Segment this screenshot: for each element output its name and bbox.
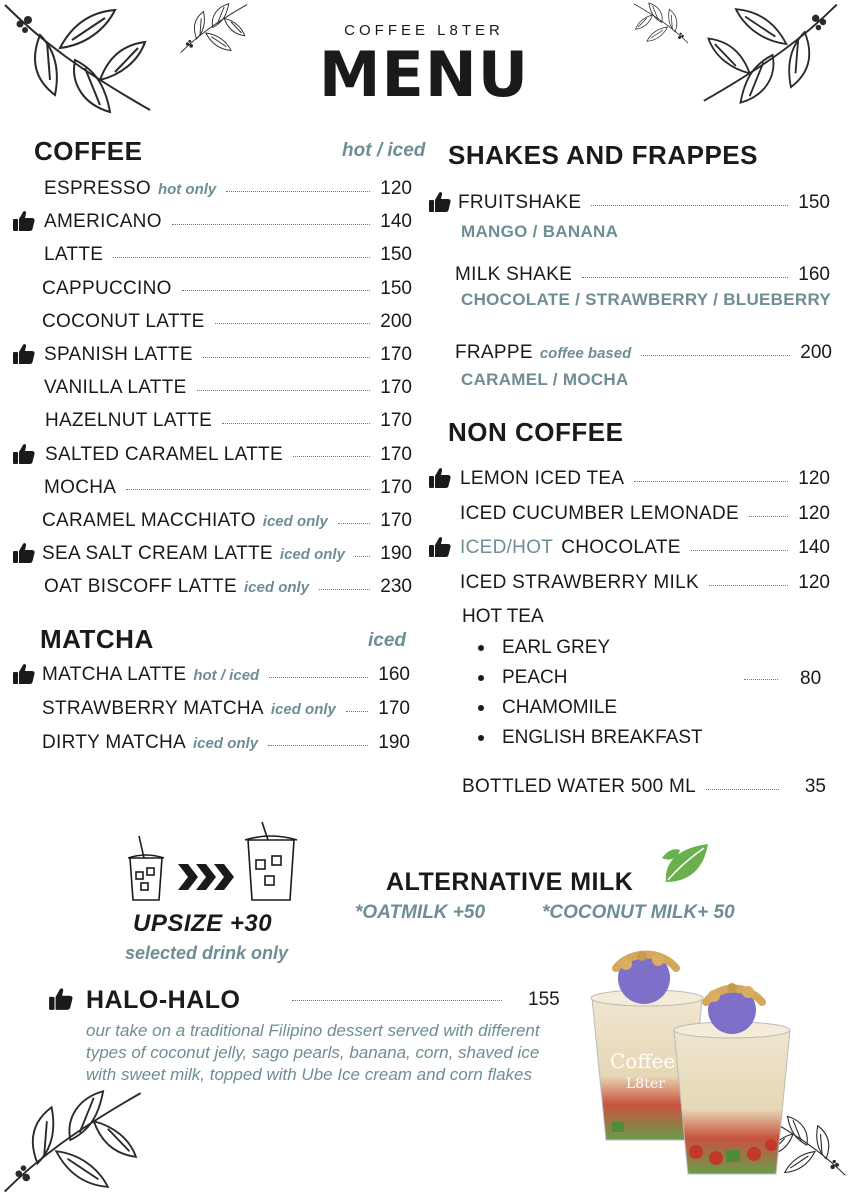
hot-tea-title: HOT TEA <box>462 606 544 627</box>
menu-title: MENU <box>318 38 530 111</box>
dotted-leader <box>641 355 790 356</box>
item-name: SEA SALT CREAM LATTE <box>42 543 273 565</box>
item-price: 170 <box>380 476 412 498</box>
item-price: 170 <box>380 443 412 465</box>
menu-item <box>44 242 412 268</box>
menu-item-frappe <box>455 340 832 366</box>
dotted-leader <box>346 711 368 712</box>
menu-item <box>44 475 412 501</box>
coffee-section-title: COFFEE <box>34 136 143 166</box>
cup-brand-subtext: L8ter <box>626 1076 665 1092</box>
hot-tea-option <box>478 693 703 723</box>
item-name: BOTTLED WATER 500 ML <box>462 776 697 797</box>
dotted-leader <box>182 290 371 291</box>
item-note: iced only <box>193 734 259 752</box>
item-price: 160 <box>378 664 410 685</box>
item-name: LEMON ICED TEA <box>460 468 625 489</box>
menu-item <box>44 574 412 600</box>
item-price: 200 <box>380 310 412 332</box>
item-note: hot only <box>157 180 217 198</box>
item-name: CHOCOLATE <box>561 537 681 558</box>
thumbs-up-icon <box>428 535 452 559</box>
thumbs-up-icon <box>428 466 452 490</box>
item-name: OAT BISCOFF LATTE <box>44 576 238 598</box>
item-name: MILK SHAKE <box>455 264 573 285</box>
dotted-leader <box>269 677 368 678</box>
menu-item <box>45 442 412 468</box>
dotted-leader <box>691 550 789 551</box>
option-label: CHAMOMILE <box>502 697 618 718</box>
halo-halo-description <box>86 1020 586 1086</box>
item-name: CARAMEL MACCHIATO <box>42 510 256 531</box>
shakes-section-title: SHAKES AND FRAPPES <box>448 140 758 170</box>
item-name: MOCHA <box>44 476 117 498</box>
item-note: iced only <box>279 545 345 563</box>
menu-item <box>44 342 412 368</box>
brand-name: COFFEE L8TER <box>344 22 504 39</box>
menu-item <box>42 508 412 534</box>
dotted-leader <box>706 789 779 790</box>
menu-item <box>42 541 412 567</box>
item-name: VANILLA LATTE <box>44 377 187 399</box>
frappe-flavors: CARAMEL / MOCHA <box>461 370 629 389</box>
leaf-branch-bottom-left-icon <box>0 1080 150 1200</box>
menu-item-fruitshake <box>458 190 830 216</box>
menu-item <box>45 408 412 434</box>
dotted-leader <box>709 585 788 586</box>
item-name: ICED STRAWBERRY MILK <box>460 572 699 593</box>
dotted-leader <box>222 423 370 424</box>
item-note: iced only <box>270 700 336 718</box>
matcha-section-note: iced <box>368 630 407 651</box>
item-price: 140 <box>798 537 830 558</box>
menu-item <box>44 375 412 401</box>
item-name: ESPRESSO <box>44 178 151 199</box>
item-name: SPANISH LATTE <box>44 344 193 365</box>
milkshake-flavors: CHOCOLATE / STRAWBERRY / BLUEBERRY <box>461 290 832 309</box>
description-line: types of coconut jelly, sago pearls, banana, corn, shaved ice <box>86 1043 540 1062</box>
option-label: PEACH <box>502 667 568 688</box>
green-leaf-icon <box>660 840 710 885</box>
noncoffee-section-title: NON COFFEE <box>448 417 624 447</box>
item-name: DIRTY MATCHA <box>42 732 187 753</box>
item-price: 35 <box>804 776 826 797</box>
item-price: 200 <box>800 342 832 363</box>
item-price: 170 <box>380 344 412 365</box>
dotted-leader <box>197 390 371 391</box>
thumbs-up-icon <box>48 986 74 1012</box>
dotted-leader <box>215 323 371 324</box>
item-price: 120 <box>798 503 830 524</box>
hot-tea-options <box>478 633 703 753</box>
item-price: 170 <box>380 377 412 399</box>
thumbs-up-icon <box>12 541 36 565</box>
dotted-leader <box>634 481 788 482</box>
matcha-section-title: MATCHA <box>40 624 154 654</box>
option-label: ENGLISH BREAKFAST <box>502 727 703 748</box>
item-name: ICED CUCUMBER LEMONADE <box>460 503 739 524</box>
thumbs-up-icon <box>12 209 36 233</box>
coconut-milk-option: *COCONUT MILK+ 50 <box>542 902 735 923</box>
upsize-cups-icon <box>122 820 302 905</box>
item-name: CAPPUCCINO <box>42 277 172 299</box>
alternative-milk-title: ALTERNATIVE MILK <box>386 868 634 896</box>
thumbs-up-icon <box>12 662 36 686</box>
item-price: 170 <box>380 410 412 432</box>
item-price: 120 <box>798 468 830 489</box>
description-line: with sweet milk, topped with Ube Ice cream and corn flakes <box>86 1065 532 1084</box>
item-note: coffee based <box>539 344 632 362</box>
oatmilk-option: *OATMILK +50 <box>355 902 486 923</box>
dotted-leader <box>226 191 370 192</box>
item-price: 170 <box>380 510 412 531</box>
upsize-title: UPSIZE +30 <box>133 910 273 937</box>
description-line: our take on a traditional Filipino dessert served with different <box>86 1021 540 1040</box>
item-price: 120 <box>380 178 412 199</box>
cup-brand-text: Coffee <box>610 1049 676 1073</box>
dotted-leader <box>338 523 370 524</box>
dotted-leader <box>268 745 368 746</box>
item-price: 170 <box>378 698 410 719</box>
item-name: AMERICANO <box>44 211 162 233</box>
coffee-section-note: hot / iced <box>342 140 426 161</box>
dotted-leader <box>744 679 778 680</box>
thumbs-up-icon <box>428 190 452 214</box>
item-name: COCONUT LATTE <box>42 310 205 332</box>
dotted-leader <box>126 489 370 490</box>
thumbs-up-icon <box>12 442 36 466</box>
menu-item-bottled-water <box>462 774 826 800</box>
item-price: 150 <box>798 192 830 213</box>
item-name-accent: ICED/HOT <box>460 537 554 558</box>
item-name: FRAPPE <box>455 342 533 363</box>
item-price: 150 <box>380 244 412 266</box>
item-name: LATTE <box>44 244 104 266</box>
dotted-leader <box>113 257 370 258</box>
item-name: MATCHA LATTE <box>42 664 187 685</box>
dotted-leader <box>749 516 788 517</box>
upsize-note: selected drink only <box>125 943 289 963</box>
halo-halo-price: 155 <box>528 989 560 1010</box>
item-price: 120 <box>798 572 830 593</box>
fruitshake-flavors: MANGO / BANANA <box>461 222 619 241</box>
dotted-leader <box>355 556 370 557</box>
menu-item-cucumber-lemonade <box>460 501 830 527</box>
item-price: 140 <box>380 211 412 233</box>
halo-halo-cups-image <box>586 940 796 1180</box>
item-name: SALTED CARAMEL LATTE <box>45 443 283 465</box>
option-label: EARL GREY <box>502 637 611 658</box>
item-name: HAZELNUT LATTE <box>45 410 213 432</box>
menu-item <box>42 276 412 302</box>
item-name: FRUITSHAKE <box>458 192 582 213</box>
menu-item <box>42 662 410 688</box>
menu-item <box>42 309 412 335</box>
item-name: STRAWBERRY MATCHA <box>42 698 264 719</box>
item-note: hot / iced <box>193 666 260 684</box>
hot-tea-option <box>478 663 703 693</box>
dotted-leader <box>172 224 371 225</box>
hot-tea-option <box>478 633 703 663</box>
menu-item <box>44 176 412 202</box>
menu-item-lemon-iced-tea <box>460 466 830 492</box>
item-price: 230 <box>380 576 412 598</box>
menu-item <box>42 696 410 722</box>
hot-tea-price: 80 <box>800 668 822 689</box>
dotted-leader <box>203 357 370 358</box>
item-price: 190 <box>380 543 412 565</box>
item-price: 190 <box>378 732 410 753</box>
hot-tea-option <box>478 723 703 753</box>
dotted-leader <box>293 456 370 457</box>
menu-item <box>44 209 412 235</box>
menu-item <box>42 730 410 756</box>
dotted-leader <box>582 277 788 278</box>
dotted-leader <box>292 1000 502 1001</box>
dotted-leader <box>319 589 370 590</box>
thumbs-up-icon <box>12 342 36 366</box>
menu-item-milkshake <box>455 262 830 288</box>
item-note: iced only <box>262 512 328 530</box>
item-note: iced only <box>244 578 310 596</box>
menu-item-strawberry-milk <box>460 570 830 596</box>
dotted-leader <box>591 205 788 206</box>
item-price: 150 <box>380 277 412 299</box>
menu-item-chocolate <box>460 535 830 561</box>
item-price: 160 <box>798 264 830 285</box>
halo-halo-title: HALO-HALO <box>86 986 241 1014</box>
